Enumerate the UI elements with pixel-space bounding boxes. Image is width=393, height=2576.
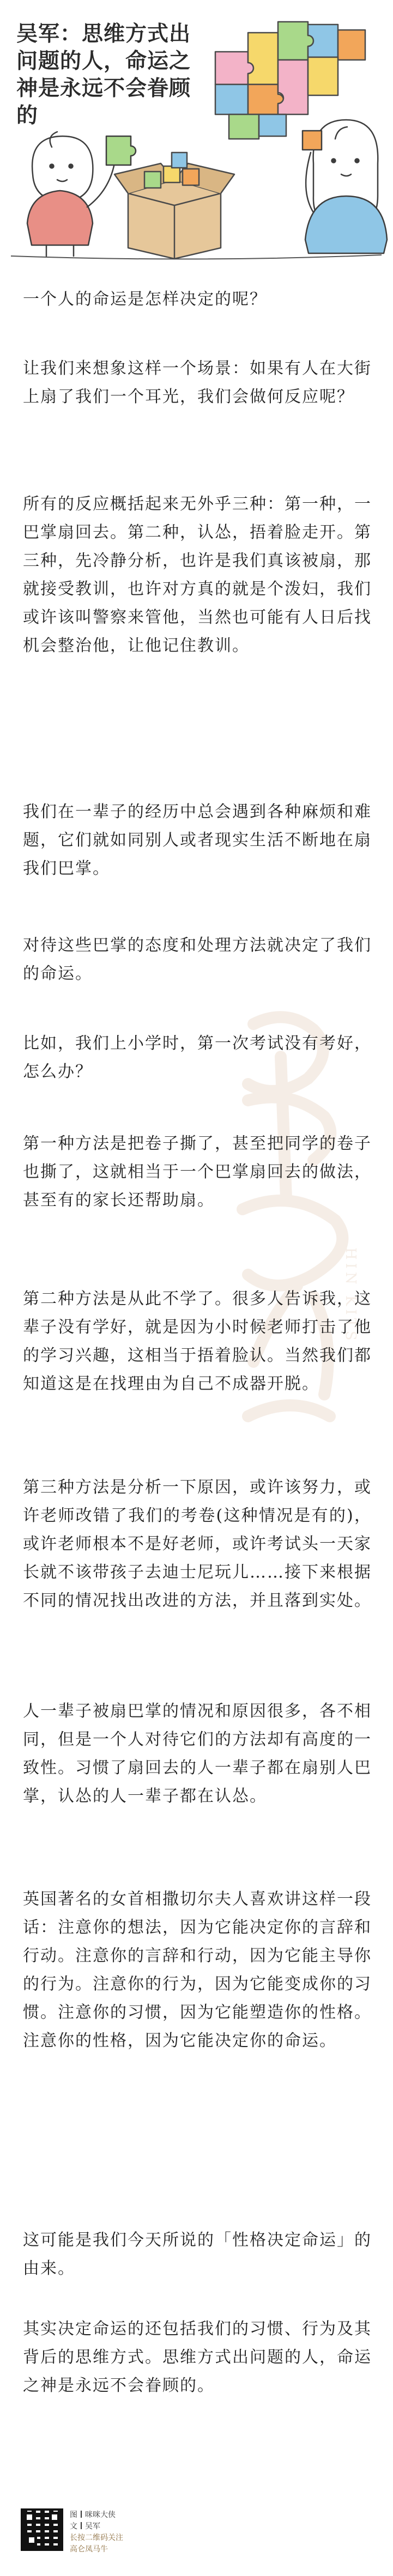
right-character — [303, 120, 387, 253]
puzzle-piece — [259, 114, 286, 136]
text-credit-author: 吴军 — [85, 2522, 100, 2531]
paragraph-4: 我们在一辈子的经历中总会遇到各种麻烦和难题，它们就如同别人或者现实生活不断地在扇我们巴掌。 — [23, 802, 372, 878]
paragraph-5: 对待这些巴掌的态度和处理方法就决定了我们的命运。 — [23, 936, 372, 983]
image-credit-author: 咪咪大侠 — [85, 2511, 116, 2519]
image-credit — [70, 2510, 233, 2521]
qr-code[interactable] — [21, 2508, 63, 2551]
held-puzzle-piece — [106, 136, 136, 165]
paragraph-2: 让我们来想象这样一个场景：如果有人在大街上扇了我们一个耳光，我们会做何反应呢？ — [23, 359, 372, 406]
cardboard-box — [114, 153, 234, 259]
text-credit-label: 文 — [70, 2522, 77, 2531]
puzzle-piece — [164, 166, 180, 182]
paragraph-1: 一个人的命运是怎样决定的呢？ — [23, 290, 267, 309]
left-character — [27, 132, 136, 256]
credits-block — [70, 2510, 233, 2555]
puzzle-piece — [144, 172, 161, 188]
article-title: 吴军：思维方式出问题的人，命运之神是永远不会眷顾的 — [16, 22, 191, 128]
paragraph-10: 人一辈子被扇巴掌的情况和原因很多，各不相同，但是一个人对待它们的方法却有高度的一致性。习惯了扇回去的人一辈子都在扇别人巴掌，认怂的人一辈子都在认怂。 — [23, 1702, 372, 1806]
paragraph-6: 比如，我们上小学时，第一次考试没有考好，怎么办？ — [23, 1034, 372, 1081]
puzzle-piece — [183, 169, 199, 185]
puzzle-piece — [278, 60, 308, 114]
paragraph-7: 第一种方法是把卷子撕了，甚至把同学的卷子也撕了，这就相当于一个巴掌扇回去的做法，甚至有的家长还帮助扇。 — [23, 1134, 372, 1210]
paragraph-9: 第三种方法是分析一下原因，或许该努力，或许老师改错了我们的考卷(这种情况是有的)，或许老师根本不是好老师，或许考试头一天家长就不该带孩子去迪士尼玩儿……接下来根据不同的情况找出改进的方法，并且落到实处。 — [23, 1478, 372, 1610]
paragraph-12: 这可能是我们今天所说的「性格决定命运」的由来。 — [23, 2231, 372, 2278]
puzzle-piece — [308, 57, 338, 95]
puzzle-piece — [215, 84, 248, 114]
watermark-text: HIN KITS — [342, 1247, 359, 1344]
header-illustration — [0, 0, 393, 278]
puzzle-piece — [338, 30, 365, 60]
ground-line — [11, 255, 382, 259]
puzzle-illustration — [0, 0, 393, 278]
text-credit — [70, 2521, 233, 2532]
paragraph-11: 英国著名的女首相撒切尔夫人喜欢讲这样一段话：注意你的想法，因为它能决定你的言辞和行动。注意你的言辞和行动，因为它能主导你的行为。注意你的行为，因为它能变成你的习惯。注意你的习惯，因为它能塑造你的性格。注意你的性格，因为它能决定你的命运。 — [23, 1890, 372, 2050]
paragraph-13: 其实决定命运的还包括我们的习惯、行为及其背后的思维方式。思维方式出问题的人，命运之神是永远不会眷顾的。 — [23, 2319, 372, 2395]
paragraph-8: 第二种方法是从此不学了。很多人告诉我，这辈子没有学好，就是因为小时候老师打击了他的学习兴趣，这相当于捂着脸认。当然我们都知道这是在找理由为自己不成器开脱。 — [23, 1289, 372, 1393]
held-puzzle-piece — [303, 131, 322, 150]
account-name: 高仑凤马牛 — [70, 2545, 108, 2554]
image-credit-label: 图 — [70, 2511, 77, 2519]
follow-hint: 长按二维码关注 — [70, 2534, 123, 2542]
paragraph-3: 所有的反应概括起来无外乎三种：第一种，一巴掌扇回去。第二种，认怂，捂着脸走开。第三种，先冷静分析，也许是我们真该被扇，那就接受教训，也许对方真的就是个泼妇，我们或许该叫警察来管他，当然也可能有人日后找机会整治他，让他记住教训。 — [23, 495, 372, 655]
puzzle-piece — [229, 114, 259, 139]
puzzle-piece — [248, 33, 278, 84]
footer-credits — [21, 2508, 239, 2557]
puzzle-piece — [172, 153, 187, 168]
